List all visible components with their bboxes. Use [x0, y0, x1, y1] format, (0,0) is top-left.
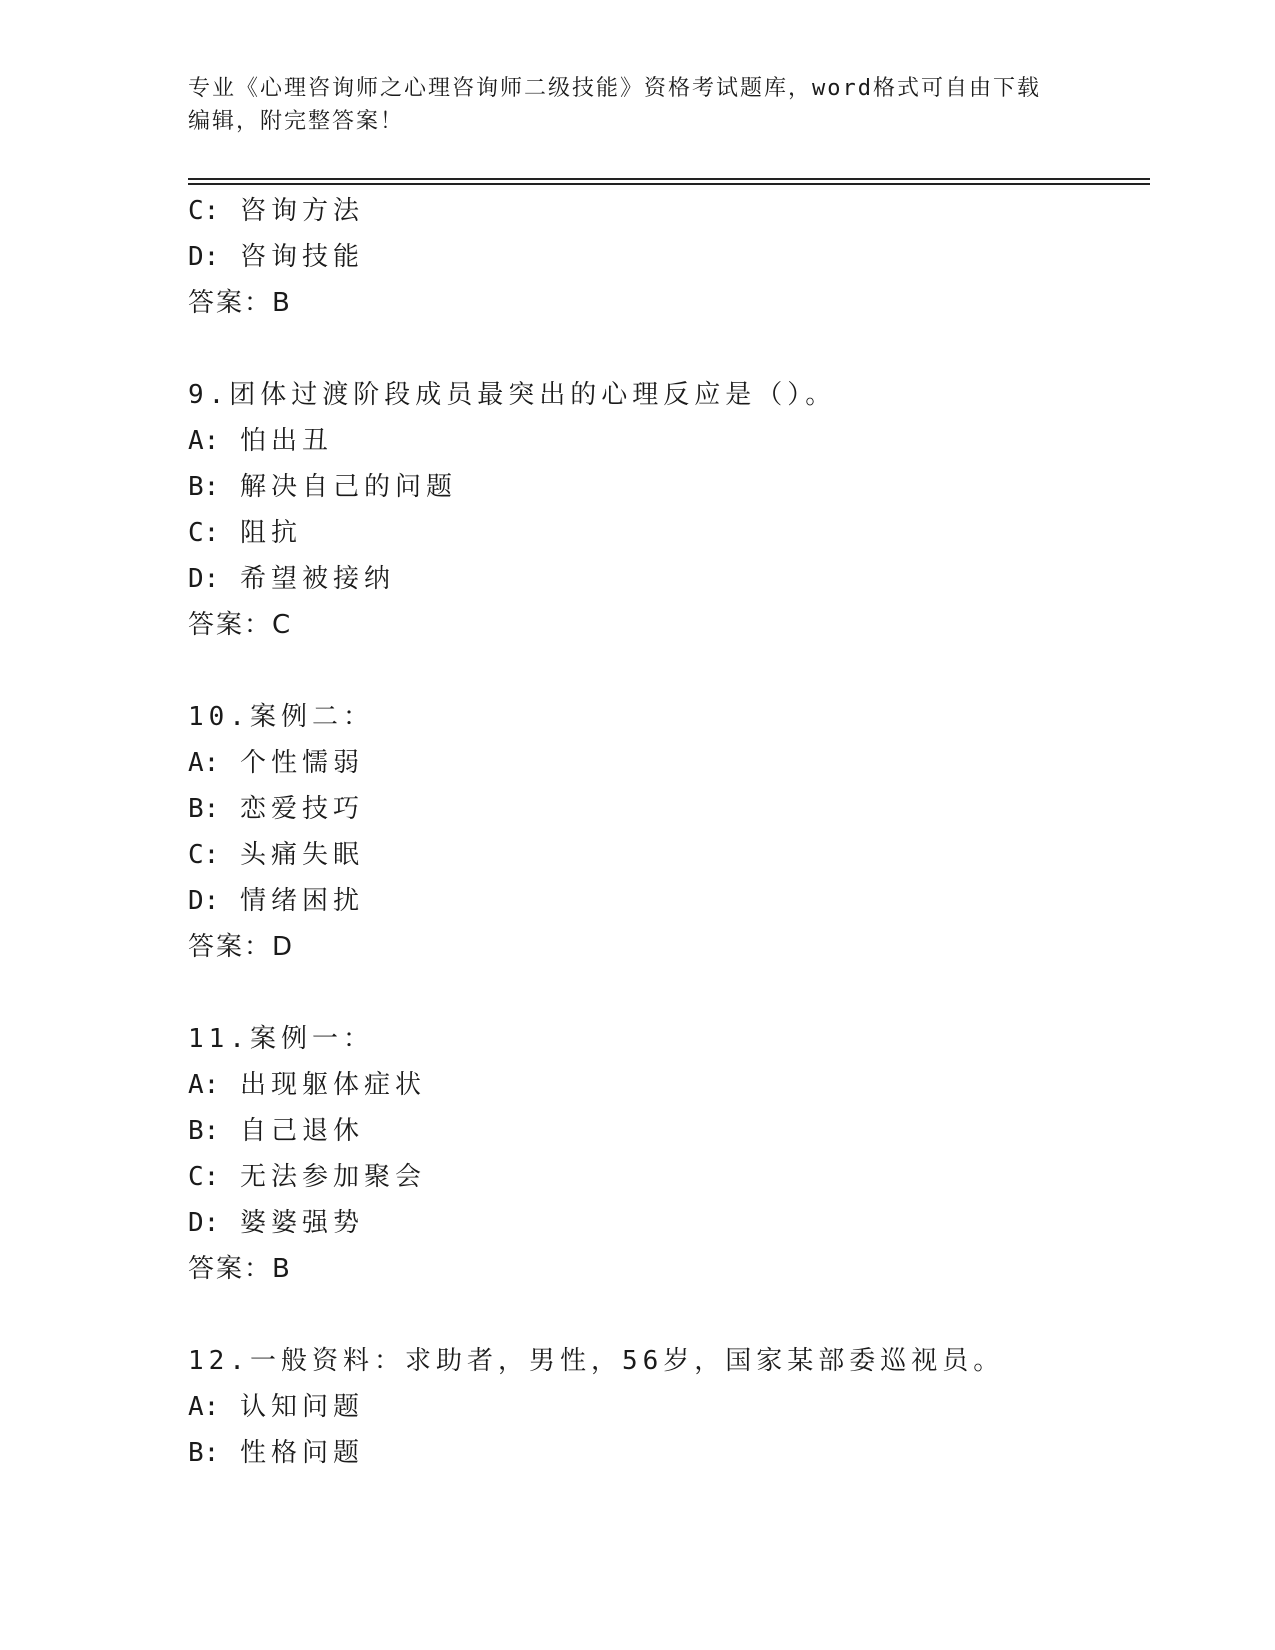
- option-row: [188, 418, 1148, 464]
- option-row: [188, 1154, 1148, 1200]
- option-text: 个性懦弱: [239, 748, 364, 778]
- spacer: [188, 648, 1148, 694]
- option-letter: A:: [188, 1070, 220, 1100]
- option-text: 婆婆强势: [239, 1208, 364, 1238]
- option-row: [188, 1108, 1148, 1154]
- option-letter: A:: [188, 1392, 220, 1422]
- question-stem: 12.一般资料：求助者，男性，56岁，国家某部委巡视员。: [188, 1346, 1005, 1376]
- option-row: [188, 234, 1148, 280]
- option-text: 恋爱技巧: [239, 794, 364, 824]
- option-letter: D:: [188, 1208, 220, 1238]
- option-text: 自己退休: [239, 1116, 364, 1146]
- option-row: [188, 1384, 1148, 1430]
- option-letter: B:: [188, 794, 220, 824]
- header-line-1: 专业《心理咨询师之心理咨询师二级技能》资格考试题库，word格式可自由下载: [188, 76, 1041, 101]
- answer-line: 答案：C: [188, 610, 293, 640]
- answer-line: 答案：B: [188, 1254, 292, 1284]
- option-text: 性格问题: [239, 1438, 364, 1468]
- option-text: 咨询技能: [239, 242, 364, 272]
- option-row: [188, 1430, 1148, 1476]
- question-stem: 10.案例二：: [188, 702, 374, 732]
- option-row: [188, 1200, 1148, 1246]
- option-text: 无法参加聚会: [239, 1162, 426, 1192]
- option-letter: B:: [188, 1116, 220, 1146]
- option-text: 咨询方法: [239, 196, 364, 226]
- answer-line: 答案：B: [188, 288, 292, 318]
- option-letter: C:: [188, 196, 220, 226]
- option-letter: D:: [188, 564, 220, 594]
- option-text: 情绪困扰: [239, 886, 364, 916]
- option-text: 认知问题: [239, 1392, 364, 1422]
- spacer: [188, 1292, 1148, 1338]
- option-letter: D:: [188, 886, 220, 916]
- option-text: 阻抗: [239, 518, 302, 548]
- option-text: 头痛失眠: [239, 840, 364, 870]
- option-row: [188, 464, 1148, 510]
- option-letter: B:: [188, 472, 220, 502]
- option-letter: B:: [188, 1438, 220, 1468]
- option-letter: C:: [188, 1162, 220, 1192]
- option-letter: C:: [188, 518, 220, 548]
- option-letter: A:: [188, 426, 220, 456]
- option-text: 希望被接纳: [239, 564, 395, 594]
- option-text: 怕出丑: [239, 426, 333, 456]
- option-row: [188, 878, 1148, 924]
- header-line-2: 编辑，附完整答案！: [188, 109, 405, 134]
- option-row: [188, 510, 1148, 556]
- option-text: 出现躯体症状: [239, 1070, 426, 1100]
- question-stem: 11.案例一：: [188, 1024, 374, 1054]
- answer-line: 答案：D: [188, 932, 295, 962]
- option-row: [188, 1062, 1148, 1108]
- option-letter: A:: [188, 748, 220, 778]
- question-list: [188, 188, 1148, 1476]
- option-row: [188, 740, 1148, 786]
- option-text: 解决自己的问题: [239, 472, 457, 502]
- spacer: [188, 326, 1148, 372]
- spacer: [188, 970, 1148, 1016]
- option-row: [188, 188, 1148, 234]
- option-row: [188, 832, 1148, 878]
- document-header: [188, 72, 1088, 138]
- header-divider-bottom: [188, 183, 1150, 185]
- header-divider-top: [188, 178, 1150, 180]
- option-row: [188, 786, 1148, 832]
- question-stem: 9.团体过渡阶段成员最突出的心理反应是（）。: [188, 380, 837, 410]
- option-letter: D:: [188, 242, 220, 272]
- option-row: [188, 556, 1148, 602]
- option-letter: C:: [188, 840, 220, 870]
